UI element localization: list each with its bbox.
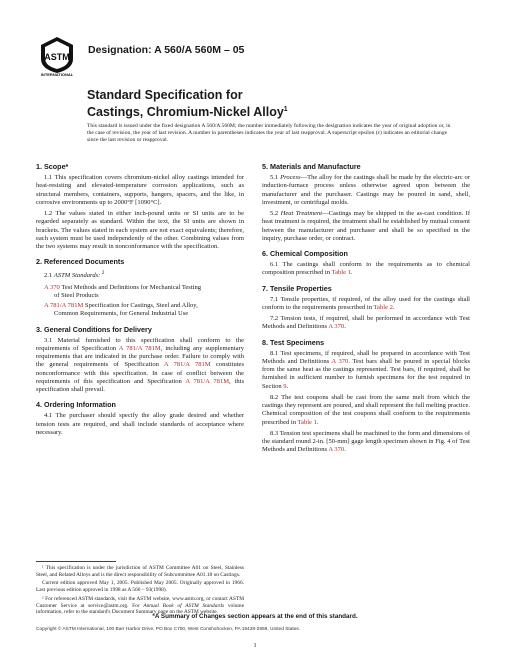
paragraph xyxy=(262,394,470,427)
text: Heat Treatment xyxy=(280,210,323,217)
text: 3.1 Material furnished to this specification shall conform to the requirements of Specification xyxy=(36,336,244,352)
reference-link[interactable]: A 370 xyxy=(328,446,345,454)
section-scope xyxy=(36,162,244,251)
text: ASTM Standards: xyxy=(53,272,101,280)
paragraph: 1.2 The values stated in either inch-pound units or SI units are to be regarded separately as standard. Within the text, the SI units are shown in brackets. The values stated in each system are not exact equivalents; therefore, each system must be used independently of the other. Combining values from the two systems may result in nonconformance with the specification. xyxy=(36,210,244,250)
paragraph: 1.1 This specification covers chromium-nickel alloy castings intended for heat-resisting and elevated-temperature corrosion applications, such as structural members, containers, supports, hangers, spacers, and the like, in corrosive environments up to 2000°F [1090°C]. xyxy=(36,174,244,206)
reference-link[interactable]: Table 1 xyxy=(297,418,317,426)
footnote-rule xyxy=(36,561,116,562)
text: 8.2 The test coupons shall be cast from the same melt from which the castings they represent are poured, and shall represent the full melting practice. Chemical composition of the test coupons shall conform to the requirements prescribed in xyxy=(262,393,470,426)
text: . xyxy=(344,446,346,454)
footnote-mark: 2 xyxy=(100,270,105,277)
title-footnote-mark: 1 xyxy=(283,105,288,113)
reference-entry xyxy=(44,284,244,301)
text: Annual Book of ASTM Standards xyxy=(143,602,225,609)
copyright-line: Copyright © ASTM International, 100 Barr Harbor Drive, PO Box C700, West Conshohocken, PA 19428-2959, United States. xyxy=(36,627,301,632)
text: Process xyxy=(280,174,301,181)
text: Common Requirements, for General Industrial Use xyxy=(54,310,189,318)
title-text: Castings, Chromium-Nickel Alloy xyxy=(87,104,284,119)
paragraph xyxy=(262,296,470,313)
paragraph: 4.1 The purchaser should specify the alloy grade desired and whether tension tests are required, and shall include standards of acceptance where necessary. xyxy=(36,412,244,436)
section-heading: 8. Test Specimens xyxy=(262,337,325,347)
text: 7.2 Tension tests, if required, shall be performed in accordance with Test Methods and Definitions xyxy=(262,315,470,331)
reference-link[interactable]: Table 1 xyxy=(331,269,351,277)
section-heading: 7. Tensile Properties xyxy=(262,283,332,293)
text: , this specification shall prevail. xyxy=(36,377,244,394)
text: 8.1 Test specimens, if required, shall be prepared in accordance with Test Methods and Definitions xyxy=(262,349,470,365)
text: 6.1 The castings shall conform to the requirements as to chemical composition prescribed in xyxy=(262,261,470,277)
right-column xyxy=(262,162,470,461)
section-heading: 5. Materials and Manufacture xyxy=(262,162,361,171)
paragraph xyxy=(36,337,244,395)
text: —The alloy for the castings shall be made by the electric-arc or induction-furnace process unless otherwise agreed upon between the manufacturer and the purchaser. Castings may be poured in sand, shell, investment, or centrifugal molds. xyxy=(262,174,470,206)
paragraph xyxy=(36,269,244,280)
text: . Test bars shall be poured in special blocks from the same heat as the castings represented. Test bars, if required, shall be furnished in sufficient number to furnish specimens for the test required in Section xyxy=(262,357,470,390)
text: . xyxy=(344,323,346,331)
text: 5.1 xyxy=(270,174,281,181)
paragraph xyxy=(262,350,470,391)
reference-link[interactable]: A 781/A 781M xyxy=(118,344,161,352)
section-heading: 1. Scope* xyxy=(36,162,69,171)
svg-text:ASTM: ASTM xyxy=(44,52,70,62)
footnote: ¹ This specification is under the jurisdiction of ASTM Committee A01 on Steel, Stainless Steel, and Related Alloys and is the direct responsibility of Subcommittee A01.18 on Castings. xyxy=(36,565,244,578)
reference-link[interactable]: A 370 xyxy=(328,323,345,331)
reference-link[interactable]: A 370 xyxy=(331,357,349,365)
designation: Designation: A 560/A 560M – 05 xyxy=(88,44,245,56)
section-materials xyxy=(262,162,470,243)
left-column xyxy=(36,162,244,443)
section-test-specimens xyxy=(262,338,470,455)
text: Specification for Castings, Steel and Alloy, xyxy=(83,302,198,310)
issuance-notice: This standard is issued under the fixed designation A 560/A 560M; the number immediately following the designation indicates the year of original adoption or, in the case of revision, the year of last revision. A number in parentheses indicates the year of last reapproval. A superscript epsilon (ε) indicates an editorial change since the last revision or reapproval. xyxy=(87,123,451,144)
title-line-2 xyxy=(87,103,427,120)
page-title xyxy=(87,88,427,119)
section-chemical-composition xyxy=(262,249,470,278)
reference-link[interactable]: 9 xyxy=(283,382,287,390)
section-ordering-information xyxy=(36,400,244,437)
text: Test Methods and Definitions for Mechanical Testing xyxy=(59,283,202,291)
summary-of-changes-note: *A Summary of Changes section appears at the end of this standard. xyxy=(152,613,358,620)
reference-link[interactable]: A 781/A 781M xyxy=(163,361,211,369)
footnotes xyxy=(36,565,244,618)
reference-link[interactable]: A 781/A 781M xyxy=(185,377,230,385)
reference-entry xyxy=(44,302,244,319)
paragraph xyxy=(262,261,470,278)
reference-link[interactable]: A 370 xyxy=(44,283,60,291)
text: . xyxy=(316,418,319,426)
text: 5.2 xyxy=(270,210,281,217)
section-heading: 6. Chemical Composition xyxy=(262,249,348,258)
section-tensile-properties xyxy=(262,284,470,332)
text: —Castings may be shipped in the as-cast condition. If heat treatment is required, the treatment shall be established by mutual consent between the manufacturer and purchaser and shall be so specified in the inquiry, purchase order, or contract. xyxy=(262,210,471,242)
astm-logo xyxy=(38,35,76,77)
paragraph xyxy=(262,315,470,332)
text: 7.1 Tensile properties, if required, of the alloy used for the castings shall conform to the requirements prescribed in xyxy=(262,295,470,311)
reference-link[interactable]: Table 2 xyxy=(373,303,393,311)
paragraph xyxy=(262,210,470,243)
footnote: Current edition approved May 1, 2005. Published May 2005. Originally approved in 1966. Last previous edition approved in 1998 as A 560 – 93(1998). xyxy=(36,580,244,594)
section-heading: 3. General Conditions for Delivery xyxy=(36,324,152,334)
text: ² For referenced ASTM standards, visit the ASTM website, www.astm.org, or contact ASTM Customer Service at service@astm.org. For xyxy=(36,595,244,609)
text: 2.1 xyxy=(44,272,54,280)
text: 8.3 Tension test specimens shall be machined to the form and dimensions of the standard round 2-in. [50-mm] gage length specimen shown in Fig. 4 of Test Methods and Definitions xyxy=(262,429,470,454)
section-referenced-documents xyxy=(36,257,244,318)
paragraph xyxy=(262,174,470,207)
section-heading: 4. Ordering Information xyxy=(36,400,116,410)
logo-text: INTERNATIONAL xyxy=(40,72,74,77)
text: . xyxy=(392,303,395,311)
text: of Steel Products xyxy=(54,291,99,299)
text: . xyxy=(350,269,353,277)
reference-link[interactable]: A 781/A 781M xyxy=(44,302,84,310)
text: . xyxy=(286,382,289,390)
text: volume information, refer to the standard's Document Summary page on the ASTM website. xyxy=(36,602,244,616)
text: , including any supplementary requirements that are indicated in the purchase order. Failure to comply with the general requirements of Specification xyxy=(36,344,244,369)
title-line-1: Standard Specification for xyxy=(87,88,243,102)
page-number: 1 xyxy=(253,642,257,649)
section-general-conditions xyxy=(36,325,244,395)
section-heading: 2. Referenced Documents xyxy=(36,257,125,267)
paragraph xyxy=(262,430,470,455)
text: constitutes nonconformance with this specification. In case of conflict between the requirements of this specification and Specification xyxy=(36,361,245,385)
